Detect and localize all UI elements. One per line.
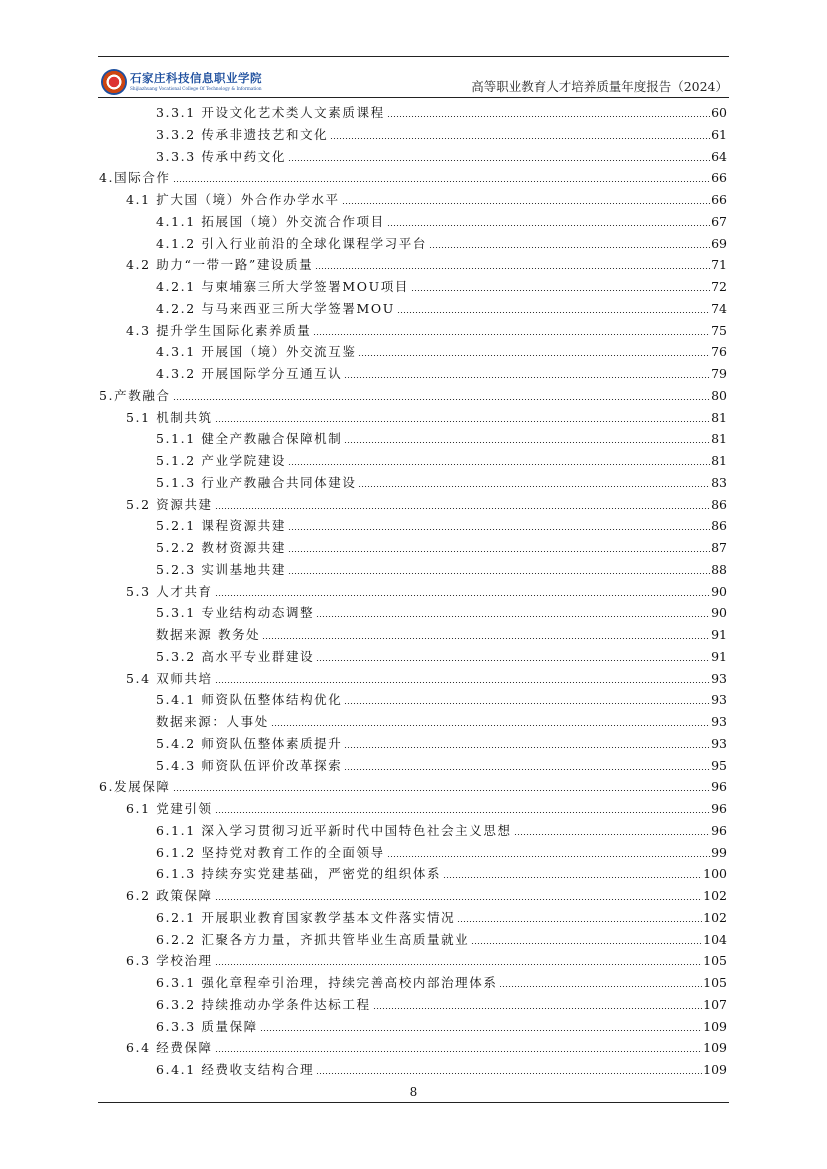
- toc-entry[interactable]: [97, 861, 727, 881]
- toc-entry-page: 96: [711, 801, 727, 816]
- toc-entry-title: 5.1.2 产业学院建设: [156, 453, 286, 468]
- toc-dot-leader: [344, 769, 710, 770]
- toc-entry[interactable]: [97, 927, 727, 947]
- toc-entry-page: 69: [711, 235, 727, 251]
- toc-dot-leader: [215, 964, 702, 965]
- toc-entry[interactable]: [97, 252, 727, 272]
- toc-entry[interactable]: [97, 579, 727, 599]
- toc-entry-title: 5.1 机制共筑: [126, 409, 213, 425]
- toc-entry-page: 99: [711, 844, 727, 860]
- toc-entry-page: 86: [711, 496, 727, 512]
- toc-entry-page: 104: [703, 931, 727, 947]
- toc-entry[interactable]: [97, 513, 727, 533]
- toc-dot-leader: [387, 856, 710, 857]
- toc-dot-leader: [271, 725, 710, 726]
- toc-entry-title: 3.3.3 传承中药文化: [156, 148, 286, 164]
- toc-entry-title: 5.产教融合: [99, 387, 171, 403]
- toc-entry[interactable]: [97, 622, 727, 642]
- logo-chinese-name: 石家庄科技信息职业学院: [130, 71, 262, 86]
- toc-dot-leader: [173, 399, 711, 400]
- toc-entry-title: 6.3.3 质量保障: [156, 1018, 258, 1034]
- toc-entry[interactable]: [97, 557, 727, 577]
- toc-entry[interactable]: [97, 753, 727, 773]
- toc-entry[interactable]: [97, 426, 727, 446]
- toc-dot-leader: [387, 116, 710, 117]
- toc-entry[interactable]: [97, 731, 727, 751]
- toc-entry[interactable]: [97, 948, 727, 968]
- toc-entry[interactable]: [97, 274, 727, 294]
- toc-entry-title: 数据来源 教务处: [156, 627, 261, 642]
- toc-dot-leader: [342, 203, 711, 204]
- toc-entry-title: 4.2.2 与马来西亚三所大学签署MOU: [156, 300, 395, 316]
- toc-entry[interactable]: [97, 796, 727, 816]
- toc-dot-leader: [288, 160, 710, 161]
- toc-entry-page: 96: [711, 822, 727, 838]
- toc-entry-page: 74: [711, 300, 727, 316]
- toc-entry-page: 93: [711, 692, 727, 708]
- toc-entry-title: 6.3.1 强化章程牵引治理，持续完善高校内部治理体系: [156, 975, 498, 990]
- toc-entry-page: 67: [711, 213, 727, 229]
- toc-entry[interactable]: [97, 470, 727, 490]
- toc-entry-title: 3.3.1 开设文化艺术类人文素质课程: [156, 105, 385, 120]
- logo-text: [130, 73, 262, 91]
- toc-dot-leader: [358, 355, 710, 356]
- header-top-rule: [98, 56, 729, 57]
- toc-dot-leader: [316, 660, 710, 661]
- toc-entry-page: 64: [711, 148, 727, 164]
- toc-dot-leader: [173, 790, 711, 791]
- toc-entry[interactable]: [97, 1014, 727, 1034]
- toc-entry-page: 109: [703, 1018, 727, 1034]
- toc-dot-leader: [397, 312, 710, 313]
- toc-entry-title: 4.3 提升学生国际化素养质量: [126, 322, 312, 338]
- toc-dot-leader: [215, 899, 702, 900]
- toc-entry-title: 6.2 政策保障: [126, 888, 213, 903]
- toc-entry-title: 6.4.1 经费收支结构合理: [156, 1062, 315, 1077]
- toc-entry-page: 102: [703, 888, 727, 903]
- toc-dot-leader: [313, 334, 710, 335]
- toc-entry-page: 87: [711, 540, 727, 555]
- toc-entry-title: 6.发展保障: [99, 779, 171, 795]
- toc-dot-leader: [344, 747, 710, 748]
- toc-entry[interactable]: [97, 970, 727, 990]
- toc-entry[interactable]: [97, 774, 727, 794]
- toc-entry-title: 5.2.3 实训基地共建: [156, 561, 286, 577]
- toc-entry-title: 5.4.2 师资队伍整体素质提升: [156, 735, 343, 751]
- toc-entry-title: 5.4.1 师资队伍整体结构优化: [156, 692, 343, 708]
- toc-dot-leader: [411, 290, 710, 291]
- toc-entry-page: 107: [703, 996, 727, 1012]
- toc-entry-page: 109: [703, 1040, 727, 1056]
- toc-dot-leader: [471, 943, 702, 944]
- toc-dot-leader: [315, 268, 710, 269]
- toc-dot-leader: [215, 421, 710, 422]
- toc-entry[interactable]: [97, 666, 727, 686]
- report-header-title: 高等职业教育人才培养质量年度报告（2024）: [471, 79, 728, 94]
- toc-entry-title: 5.1.1 健全产教融合保障机制: [156, 431, 343, 447]
- toc-entry-title: 5.3.2 高水平专业群建设: [156, 648, 315, 664]
- toc-entry-page: 76: [711, 344, 727, 360]
- toc-dot-leader: [344, 703, 710, 704]
- toc-entry-page: 71: [711, 257, 727, 273]
- toc-dot-leader: [215, 595, 710, 596]
- toc-entry-title: 数据来源：人事处: [156, 714, 269, 729]
- toc-entry-page: 109: [703, 1062, 727, 1077]
- toc-entry-page: 83: [711, 474, 727, 490]
- toc-entry-page: 93: [711, 735, 727, 751]
- toc-entry-title: 5.1.3 行业产教融合共同体建设: [156, 474, 357, 490]
- toc-entry[interactable]: [97, 1035, 727, 1055]
- toc-entry-title: 5.3.1 专业结构动态调整: [156, 605, 315, 621]
- toc-dot-leader: [344, 377, 710, 378]
- toc-entry-title: 4.1.1 拓展国（境）外交流合作项目: [156, 213, 385, 229]
- logo-english-name: Shijiazhuang Vocational College Of Technology & Information: [130, 85, 262, 91]
- toc-dot-leader: [288, 464, 710, 465]
- toc-entry-title: 5.2 资源共建: [126, 496, 213, 512]
- toc-entry[interactable]: [97, 100, 727, 120]
- toc-dot-leader: [173, 181, 711, 182]
- toc-entry-page: 90: [711, 583, 727, 599]
- toc-entry-page: 96: [711, 779, 727, 795]
- toc-entry-title: 5.2.1 课程资源共建: [156, 518, 286, 534]
- toc-entry[interactable]: [97, 992, 727, 1012]
- toc-entry-title: 4.3.1 开展国（境）外交流互鉴: [156, 344, 357, 360]
- toc-entry-title: 6.1 党建引领: [126, 801, 213, 816]
- toc-entry-page: 91: [711, 627, 727, 642]
- toc-entry[interactable]: [97, 165, 727, 185]
- toc-entry[interactable]: [97, 296, 727, 316]
- toc-entry-page: 81: [711, 409, 727, 425]
- toc-entry-page: 95: [711, 757, 727, 773]
- toc-entry-title: 6.4 经费保障: [126, 1040, 213, 1056]
- toc-entry[interactable]: [97, 448, 727, 468]
- toc-entry-page: 72: [711, 279, 727, 294]
- toc-entry-page: 81: [711, 431, 727, 447]
- toc-dot-leader: [358, 486, 710, 487]
- toc-dot-leader: [288, 529, 710, 530]
- toc-entry[interactable]: [97, 209, 727, 229]
- toc-entry[interactable]: [97, 231, 727, 251]
- toc-entry-title: 6.2.2 汇聚各方力量，齐抓共管毕业生高质量就业: [156, 931, 470, 947]
- toc-dot-leader: [330, 138, 710, 139]
- toc-dot-leader: [387, 225, 710, 226]
- toc-entry-title: 4.1.2 引入行业前沿的全球化课程学习平台: [156, 235, 427, 251]
- toc-dot-leader: [316, 1073, 702, 1074]
- toc-entry-title: 5.2.2 教材资源共建: [156, 540, 286, 555]
- school-logo: [101, 67, 262, 97]
- toc-entry[interactable]: [97, 1057, 727, 1077]
- toc-dot-leader: [215, 508, 710, 509]
- toc-entry-title: 6.3 学校治理: [126, 953, 213, 969]
- toc-dot-leader: [499, 986, 702, 987]
- toc-entry-page: 91: [711, 648, 727, 664]
- toc-dot-leader: [262, 638, 710, 639]
- toc-entry-title: 6.1.3 持续夯实党建基础，严密党的组织体系: [156, 866, 442, 882]
- toc-dot-leader: [429, 247, 710, 248]
- toc-entry[interactable]: [97, 840, 727, 860]
- toc-entry-title: 4.国际合作: [99, 170, 171, 186]
- toc-entry-title: 4.1 扩大国（境）外合作办学水平: [126, 192, 340, 207]
- toc-entry[interactable]: [97, 709, 727, 729]
- toc-entry[interactable]: [97, 600, 727, 620]
- toc-entry-page: 75: [711, 322, 727, 338]
- toc-dot-leader: [215, 682, 710, 683]
- toc-entry-page: 105: [703, 953, 727, 969]
- toc-entry-page: 102: [703, 909, 727, 925]
- toc-entry-page: 61: [711, 126, 727, 142]
- toc-entry[interactable]: [97, 187, 727, 207]
- toc-entry[interactable]: [97, 318, 727, 338]
- toc-entry[interactable]: [97, 818, 727, 838]
- toc-entry[interactable]: [97, 144, 727, 164]
- toc-entry-page: 93: [711, 714, 727, 729]
- toc-entry-title: 6.1.1 深入学习贯彻习近平新时代中国特色社会主义思想: [156, 822, 512, 838]
- toc-dot-leader: [215, 1051, 702, 1052]
- toc-dot-leader: [215, 812, 710, 813]
- page-number: 8: [409, 1085, 418, 1099]
- toc-entry[interactable]: [97, 883, 727, 903]
- toc-entry-title: 5.3 人才共育: [126, 583, 213, 599]
- header-bottom-rule: [98, 97, 729, 98]
- toc-entry-page: 100: [703, 866, 727, 882]
- toc-entry-page: 93: [711, 670, 727, 686]
- toc-entry[interactable]: [97, 535, 727, 555]
- toc-entry[interactable]: [97, 644, 727, 664]
- toc-dot-leader: [373, 1008, 703, 1009]
- school-seal-icon: [101, 69, 127, 95]
- toc-dot-leader: [344, 442, 710, 443]
- toc-dot-leader: [457, 921, 702, 922]
- toc-entry-page: 66: [711, 170, 727, 186]
- toc-dot-leader: [443, 877, 702, 878]
- toc-entry[interactable]: [97, 492, 727, 512]
- toc-entry-page: 66: [711, 192, 727, 207]
- toc-entry-title: 6.3.2 持续推动办学条件达标工程: [156, 996, 371, 1012]
- toc-entry-title: 3.3.2 传承非遗技艺和文化: [156, 126, 329, 142]
- toc-dot-leader: [260, 1030, 702, 1031]
- toc-entry-title: 5.4.3 师资队伍评价改革探索: [156, 757, 343, 773]
- toc-entry-page: 90: [711, 605, 727, 621]
- toc-entry-title: 5.4 双师共培: [126, 670, 213, 686]
- toc-entry-page: 88: [711, 561, 727, 577]
- toc-entry-title: 4.2.1 与柬埔寨三所大学签署MOU项目: [156, 279, 409, 294]
- toc-entry[interactable]: [97, 361, 727, 381]
- toc-dot-leader: [316, 616, 710, 617]
- toc-entry[interactable]: [97, 122, 727, 142]
- toc-entry-title: 6.1.2 坚持党对教育工作的全面领导: [156, 844, 385, 860]
- toc-entry-page: 86: [711, 518, 727, 534]
- toc-entry[interactable]: [97, 905, 727, 925]
- toc-entry-page: 60: [711, 105, 727, 120]
- toc-entry-page: 79: [711, 366, 727, 381]
- toc-entry[interactable]: [97, 405, 727, 425]
- toc-entry[interactable]: [97, 383, 727, 403]
- footer-rule: [98, 1102, 729, 1103]
- toc-entry-title: 6.2.1 开展职业教育国家教学基本文件落实情况: [156, 909, 456, 925]
- toc-dot-leader: [288, 573, 710, 574]
- toc-dot-leader: [288, 551, 710, 552]
- toc-entry[interactable]: [97, 687, 727, 707]
- toc-entry-page: 80: [711, 387, 727, 403]
- toc-entry-page: 105: [703, 975, 727, 990]
- toc-entry[interactable]: [97, 339, 727, 359]
- toc-dot-leader: [514, 834, 711, 835]
- toc-entry-page: 81: [711, 453, 727, 468]
- toc-entry-title: 4.3.2 开展国际学分互通互认: [156, 366, 343, 381]
- toc-entry-title: 4.2 助力“一带一路”建设质量: [126, 257, 314, 273]
